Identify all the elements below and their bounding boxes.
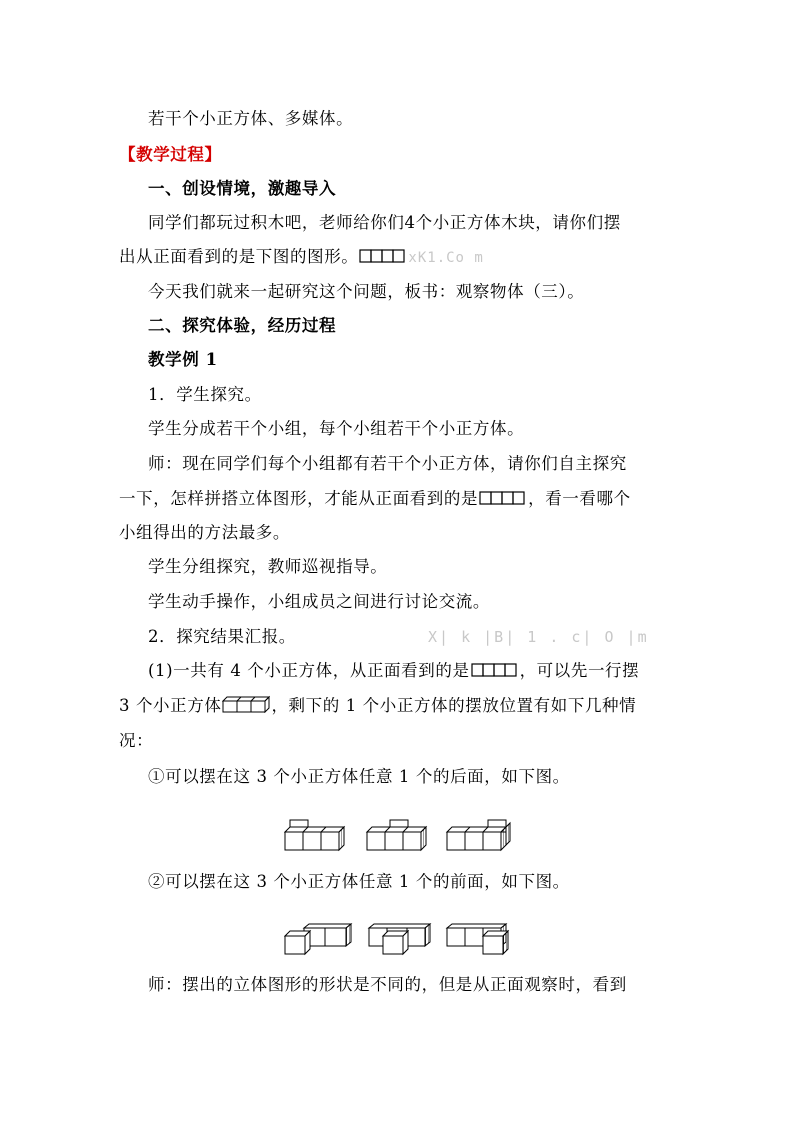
paragraph-text: 一下，怎样拼搭立体图形，才能从正面看到的是 [119, 489, 479, 508]
paragraph-text: 3 个小正方体 [119, 696, 222, 715]
section-heading-teaching-process: 【教学过程】 [119, 145, 222, 164]
heading-part-1: 一、创设情境，激趣导入 [148, 179, 337, 198]
figure-cube-behind [284, 818, 546, 852]
cube-arrangement-c [447, 820, 510, 850]
cube-arrangement-a [285, 924, 351, 954]
paragraph-line: 1．学生探究。 [148, 385, 262, 404]
paragraph-text: (1)一共有 4 个小正方体，从正面看到的是 [148, 661, 470, 680]
materials-line: 若干个小正方体、多媒体。 [148, 109, 354, 128]
paragraph-line: ①可以摆在这 3 个小正方体任意 1 个的后面，如下图。 [148, 767, 570, 786]
paragraph-line: 同学们都玩过积木吧，老师给你们4个小正方体木块，请你们摆 [148, 213, 621, 232]
front-view-4-squares-icon [471, 662, 519, 678]
three-cubes-row-icon [222, 695, 270, 713]
paragraph-line: 2．探究结果汇报。 [148, 627, 296, 646]
paragraph-text: ，看一看哪个 [528, 489, 631, 508]
paragraph-line: 学生动手操作，小组成员之间进行讨论交流。 [148, 592, 490, 611]
figure-cube-in-front [284, 922, 546, 956]
paragraph-line: 况： [119, 731, 154, 750]
heading-example-1: 教学例 1 [148, 350, 218, 369]
paragraph-line: 小组得出的方法最多。 [119, 523, 290, 542]
paragraph-line [148, 660, 708, 682]
paragraph-text: ，可以先一行摆 [519, 661, 640, 680]
paragraph-line [119, 695, 679, 717]
watermark-text: X| k |B| 1 . c| O |m [428, 628, 649, 646]
watermark-text: xK1.Co m [408, 250, 484, 266]
paragraph-line: 今天我们就来一起研究这个问题，板书：观察物体（三）。 [148, 282, 585, 301]
paragraph-line: ②可以摆在这 3 个小正方体任意 1 个的前面，如下图。 [148, 872, 570, 891]
front-view-4-squares-icon [359, 248, 407, 264]
paragraph-line: 学生分成若干个小组，每个小组若干个小正方体。 [148, 419, 525, 438]
cube-arrangement-b [367, 820, 426, 850]
paragraph-line [119, 246, 679, 269]
paragraph-line: 师：现在同学们每个小组都有若干个小正方体，请你们自主探究 [148, 454, 627, 473]
cube-arrangement-b [369, 924, 430, 954]
paragraph-line [119, 488, 679, 510]
cube-arrangement-a [285, 820, 344, 850]
cube-arrangement-c [447, 924, 508, 954]
paragraph-line: 师：摆出的立体图形的形状是不同的，但是从正面观察时，看到 [148, 975, 627, 994]
heading-part-2: 二、探究体验，经历过程 [148, 316, 337, 335]
paragraph-line: 学生分组探究，教师巡视指导。 [148, 557, 388, 576]
paragraph-text: 出从正面看到的是下图的图形。 [119, 247, 359, 266]
paragraph-text: ，剩下的 1 个小正方体的摆放位置有如下几种情 [271, 696, 637, 715]
front-view-4-squares-icon [479, 490, 527, 506]
